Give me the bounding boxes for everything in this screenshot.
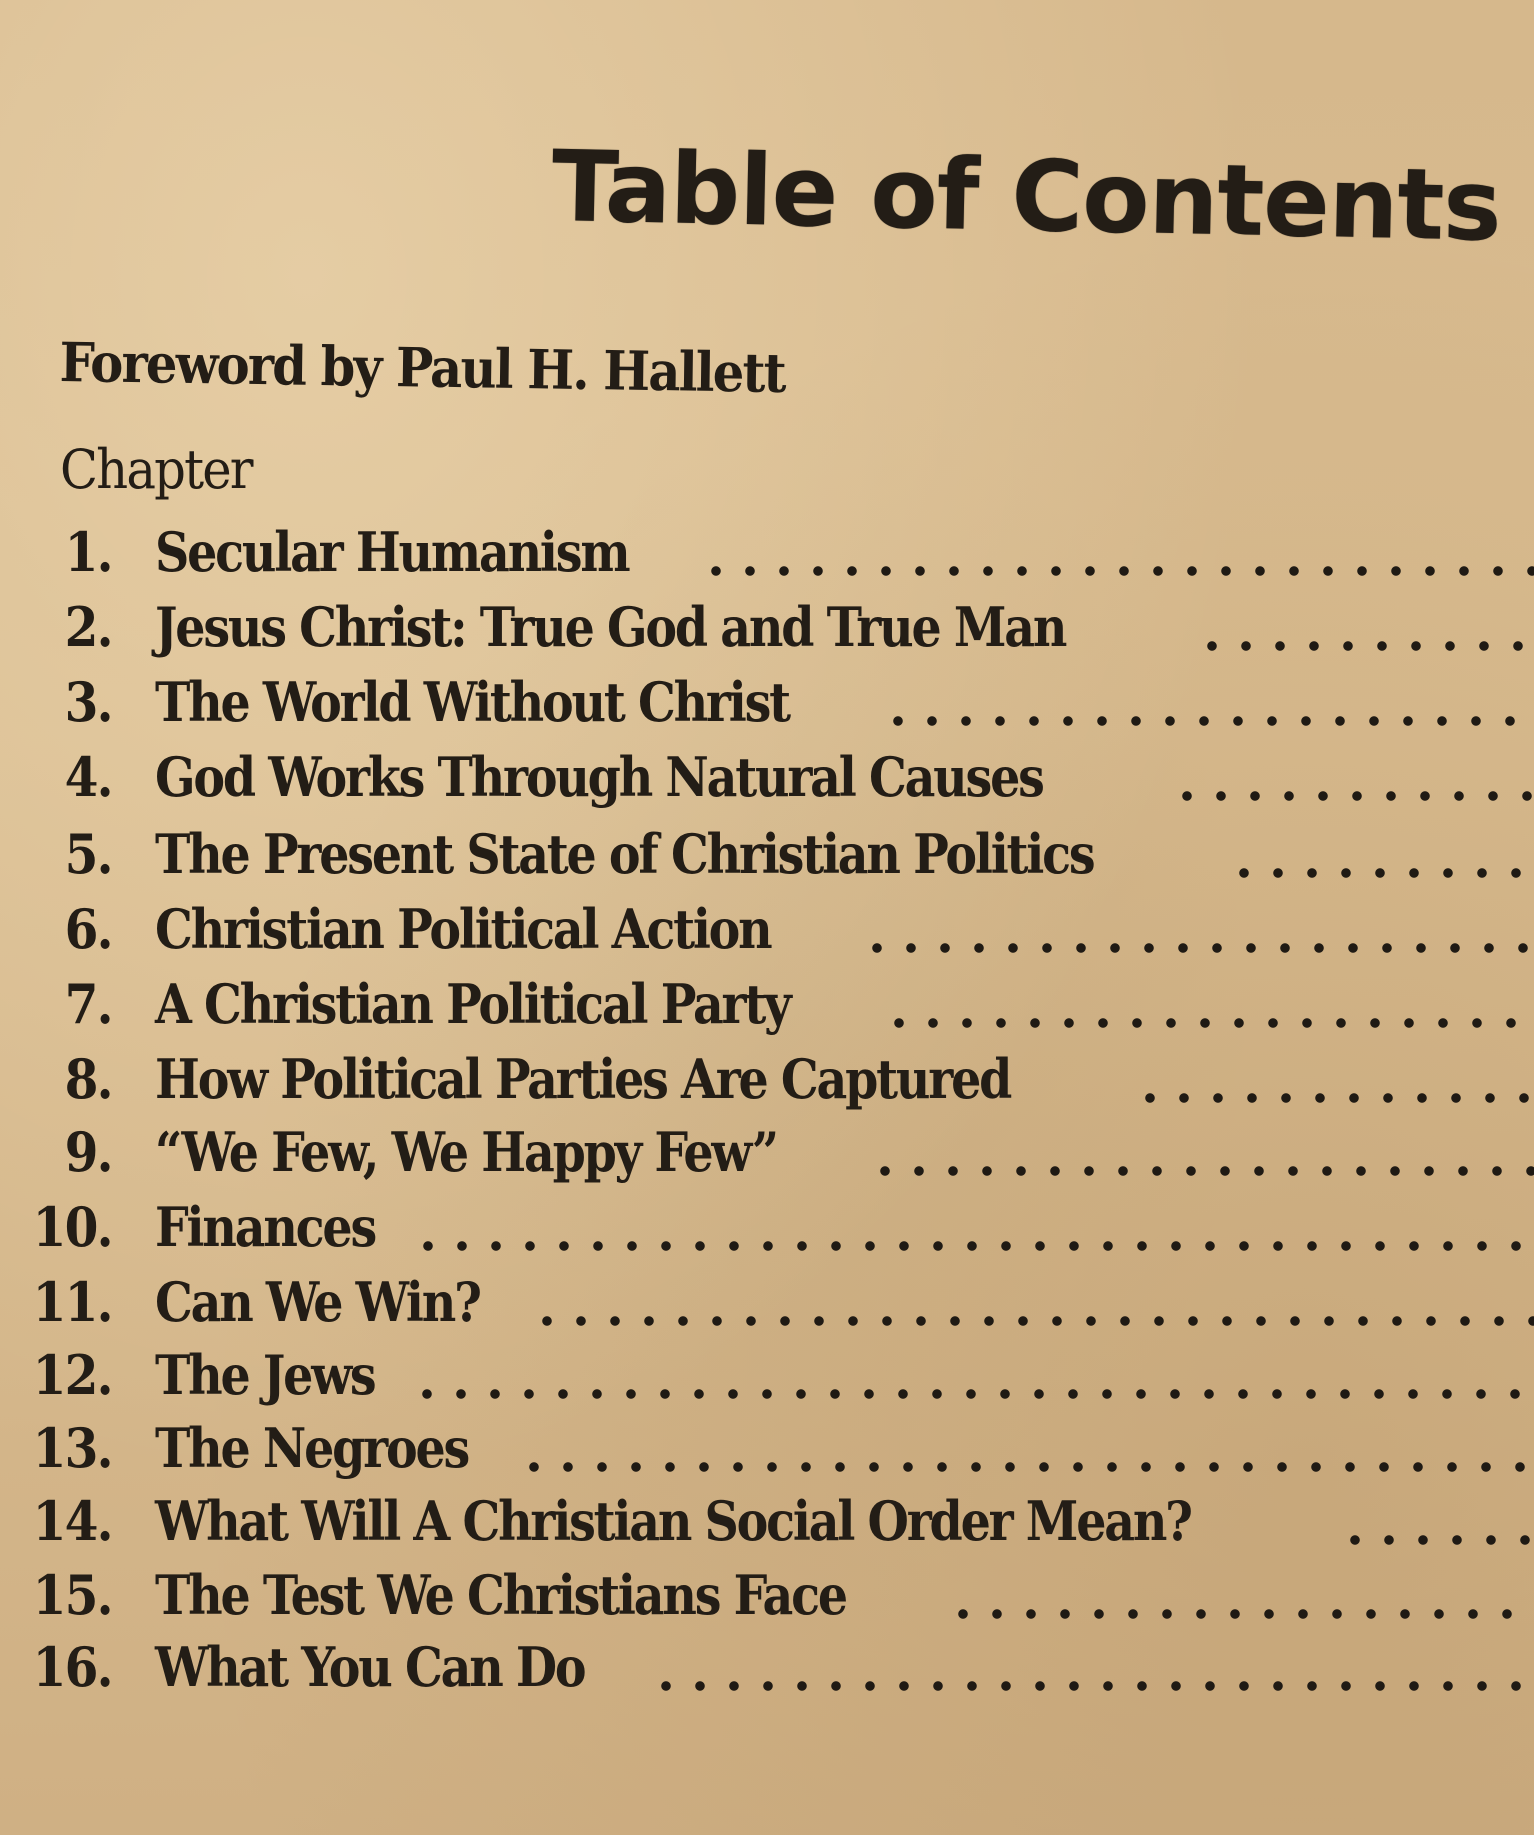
- toc-entry: [0, 745, 1534, 815]
- chapter-title: “We Few, We Happy Few”: [155, 1120, 777, 1184]
- chapter-number: 7.: [64, 972, 112, 1036]
- chapter-number: 4.: [64, 745, 112, 809]
- dot-leader: [881, 716, 1534, 726]
- page-title: Table of Contents: [550, 130, 1502, 264]
- chapter-title: God Works Through Natural Causes: [155, 745, 1043, 809]
- dot-leader: [1170, 791, 1534, 801]
- toc-entry: [0, 822, 1534, 892]
- chapter-number: 8.: [64, 1047, 112, 1111]
- toc-entry: [0, 1270, 1534, 1340]
- dot-leader: [410, 1389, 1534, 1399]
- chapter-title: The Negroes: [155, 1416, 469, 1480]
- dot-leader: [860, 943, 1534, 953]
- dot-leader: [946, 1609, 1534, 1619]
- chapter-number: 14.: [32, 1489, 112, 1553]
- chapter-title: A Christian Political Party: [155, 972, 790, 1036]
- chapter-number: 10.: [32, 1195, 112, 1259]
- chapter-title: What You Can Do: [155, 1635, 585, 1699]
- chapter-number: 13.: [32, 1416, 112, 1480]
- chapter-number: 3.: [64, 670, 112, 734]
- chapter-title: The World Without Christ: [155, 670, 789, 734]
- chapter-title: How Political Parties Are Captured: [155, 1047, 1011, 1111]
- toc-entry: [0, 972, 1534, 1042]
- chapter-title: What Will A Christian Social Order Mean?: [155, 1489, 1191, 1553]
- chapter-title: Can We Win?: [155, 1270, 480, 1334]
- chapter-title: Finances: [155, 1195, 375, 1259]
- chapter-number: 5.: [64, 822, 112, 886]
- toc-entry: [0, 1416, 1534, 1486]
- chapter-number: 16.: [32, 1635, 112, 1699]
- dot-leader: [649, 1681, 1534, 1691]
- dot-leader: [882, 1018, 1534, 1028]
- dot-leader: [411, 1241, 1534, 1251]
- chapter-number: 9.: [64, 1120, 112, 1184]
- chapter-number: 6.: [64, 897, 112, 961]
- toc-entry: [0, 1195, 1534, 1265]
- toc-entry: [0, 1635, 1534, 1705]
- chapter-title: Secular Humanism: [155, 520, 629, 584]
- chapter-title: The Jews: [155, 1343, 375, 1407]
- chapter-number: 11.: [32, 1270, 112, 1334]
- toc-entry: [0, 1343, 1534, 1413]
- toc-entry: [0, 670, 1534, 740]
- dot-leader: [1133, 1093, 1534, 1103]
- chapter-title: Jesus Christ: True God and True Man: [155, 595, 1066, 659]
- toc-entry: [0, 1563, 1534, 1633]
- toc-entry: [0, 1047, 1534, 1117]
- chapter-number: 15.: [32, 1563, 112, 1627]
- chapter-number: 12.: [32, 1343, 112, 1407]
- chapter-title: The Present State of Christian Politics: [155, 822, 1094, 886]
- dot-leader: [1195, 641, 1534, 651]
- dot-leader: [868, 1166, 1534, 1176]
- toc-entry: [0, 595, 1534, 665]
- toc-entry: [0, 520, 1534, 590]
- chapter-title: Christian Political Action: [155, 897, 771, 961]
- chapter-number: 2.: [64, 595, 112, 659]
- chapter-column-label: Chapter: [60, 438, 252, 501]
- chapter-number: 1.: [64, 520, 112, 584]
- dot-leader: [1338, 1535, 1534, 1545]
- dot-leader: [530, 1316, 1534, 1326]
- dot-leader: [1227, 868, 1534, 878]
- dot-leader: [517, 1462, 1534, 1472]
- toc-entry: [0, 1489, 1534, 1559]
- toc-entry: [0, 1120, 1534, 1190]
- chapter-title: The Test We Christians Face: [155, 1563, 846, 1627]
- dot-leader: [699, 566, 1534, 576]
- toc-entry: [0, 897, 1534, 967]
- foreword-credit: Foreword by Paul H. Hallett: [59, 330, 786, 405]
